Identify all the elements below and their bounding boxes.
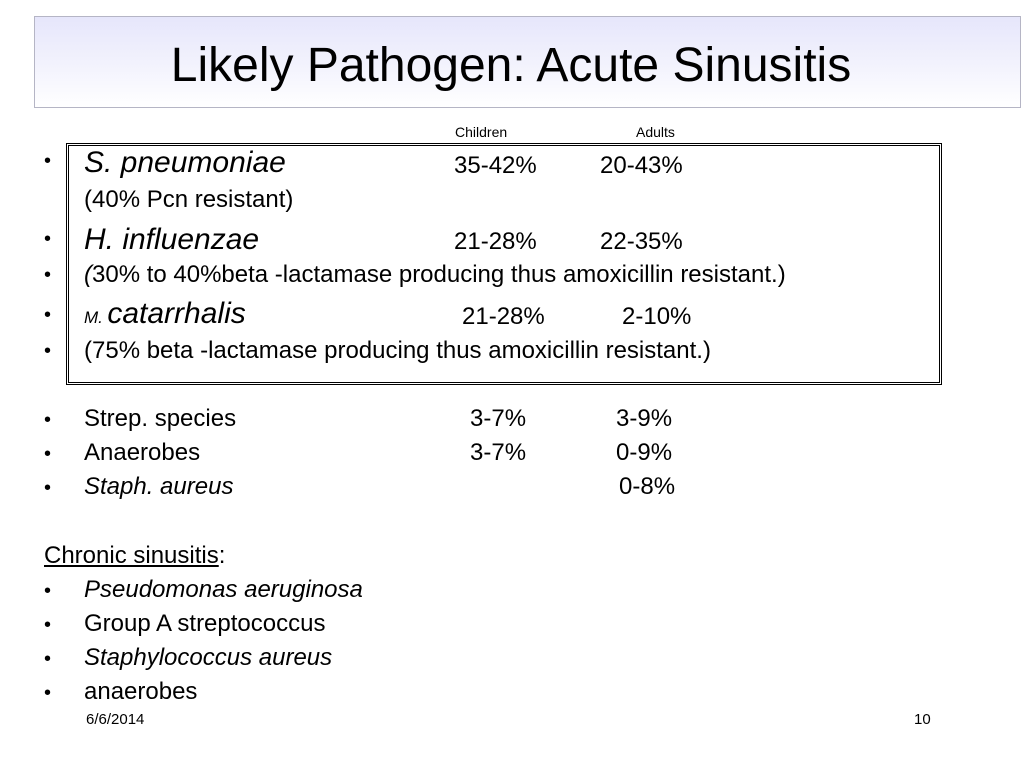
- pathogen-name: [84, 297, 246, 331]
- page-number: 10: [914, 711, 931, 728]
- pathogen-note: (75% beta -lactamase producing thus amoxicillin resistant.): [84, 337, 711, 364]
- adults-value: 22-35%: [600, 228, 683, 255]
- bullet: •: [44, 228, 52, 250]
- adults-value: 0-8%: [619, 473, 676, 500]
- pathogen-note: [84, 261, 786, 289]
- bullet: •: [44, 409, 52, 431]
- pathogen-name: H. influenzae: [84, 223, 260, 256]
- children-value: 3-7%: [470, 439, 527, 466]
- bullet: •: [44, 304, 52, 326]
- chronic-heading-text: Chronic sinusitis: [44, 542, 219, 569]
- adults-value: 20-43%: [600, 152, 683, 179]
- bullet: •: [44, 443, 52, 465]
- bullet: •: [44, 264, 52, 286]
- slide-title: Likely Pathogen: Acute Sinusitis: [170, 39, 852, 92]
- children-value: 35-42%: [454, 152, 537, 179]
- bullet: •: [44, 580, 52, 602]
- pathogen-note: (40% Pcn resistant): [84, 186, 294, 213]
- chronic-item: Staphylococcus aureus: [84, 644, 333, 671]
- note-text: 30% to 40%beta -lactamase producing thus amoxicillin resistant.): [92, 261, 786, 288]
- footer-date: 6/6/2014: [86, 711, 145, 728]
- pathogen-name: Staph. aureus: [84, 473, 234, 500]
- adults-value: 3-9%: [616, 405, 673, 432]
- bullet: •: [44, 477, 52, 499]
- column-header-children: Children: [455, 124, 508, 140]
- genus-abbrev: M.: [84, 308, 103, 327]
- pathogen-name: S. pneumoniae: [84, 146, 286, 179]
- adults-value: 0-9%: [616, 439, 673, 466]
- chronic-item: Pseudomonas aeruginosa: [84, 576, 363, 603]
- chronic-item: anaerobes: [84, 678, 198, 705]
- chronic-item: Group A streptococcus: [84, 610, 326, 637]
- column-header-adults: Adults: [636, 124, 675, 140]
- open-paren: (: [84, 261, 92, 288]
- bullet: •: [44, 648, 52, 670]
- bullet: •: [44, 682, 52, 704]
- chronic-heading-colon: :: [218, 542, 226, 569]
- children-value: 21-28%: [462, 303, 545, 330]
- pathogen-name: Strep. species: [84, 405, 237, 432]
- species-name: catarrhalis: [107, 297, 246, 330]
- adults-value: 2-10%: [622, 303, 692, 330]
- bullet: •: [44, 614, 52, 636]
- bullet: •: [44, 340, 52, 362]
- chronic-heading: [44, 542, 225, 570]
- bullet: •: [44, 150, 52, 172]
- children-value: 3-7%: [470, 405, 527, 432]
- pathogen-name: Anaerobes: [84, 439, 201, 466]
- children-value: 21-28%: [454, 228, 537, 255]
